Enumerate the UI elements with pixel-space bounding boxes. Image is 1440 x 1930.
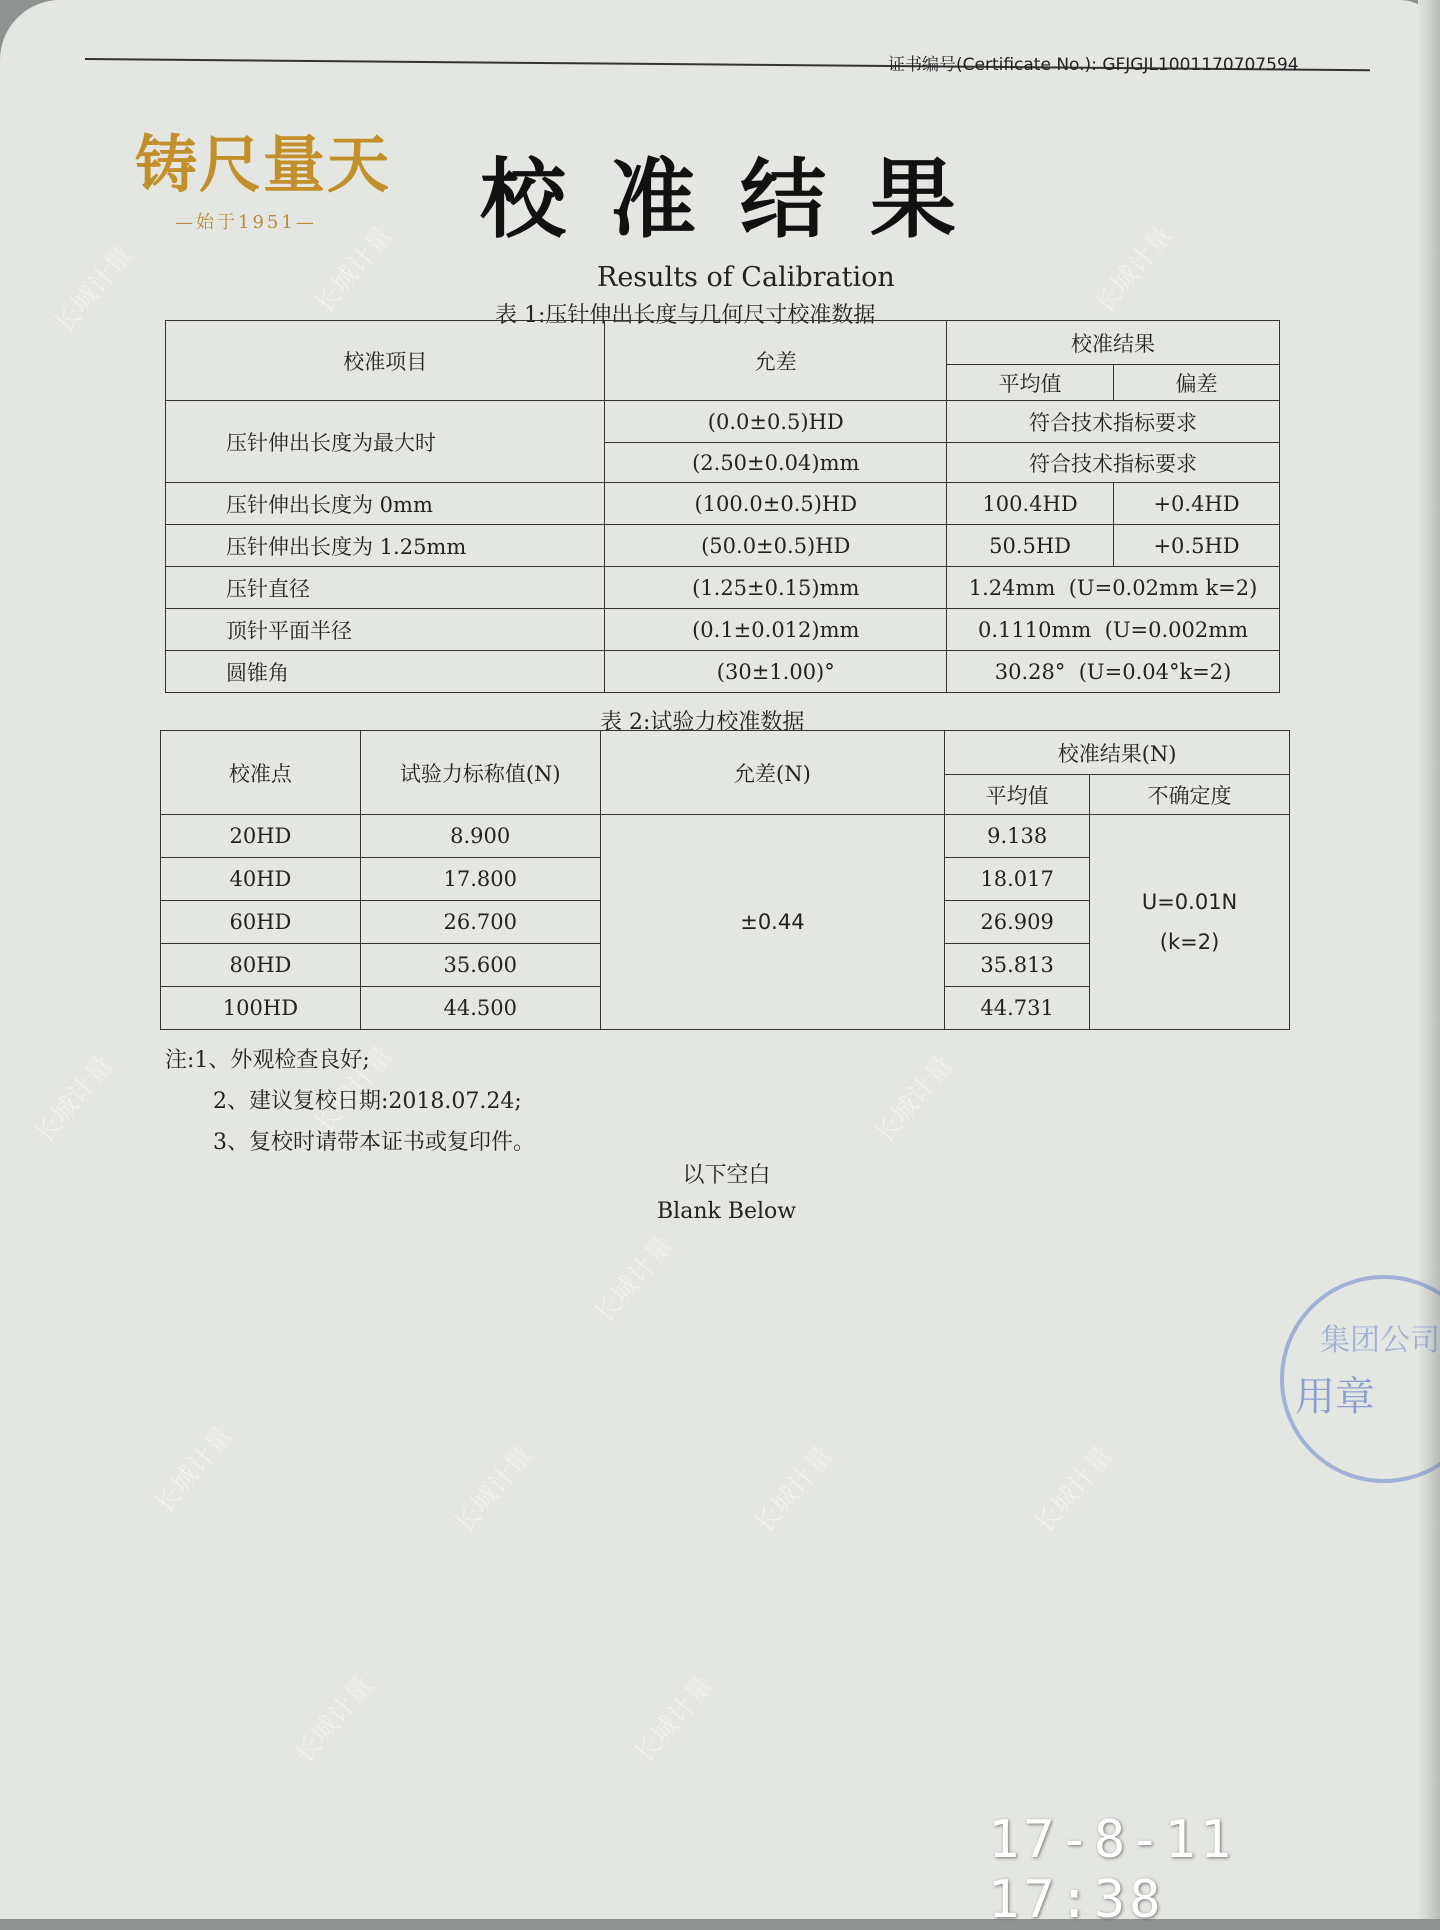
table2-cell-nominal: 17.800 [360,858,600,901]
table1-cell-deviation: +0.4HD [1114,483,1280,525]
logo-main-text: 铸尺量天 [135,128,392,201]
logo-sub-text: —始于1951— [175,212,317,233]
table2-cell-mean: 18.017 [945,858,1090,901]
table1-cell-item: 压针伸出长度为 0mm [166,483,605,525]
uncertainty-value: U=0.01N [1141,890,1238,914]
table1-cell-result [947,651,1280,693]
table2-cell-mean: 9.138 [945,815,1090,858]
table2-cell-tolerance: ±0.44 [600,815,945,1030]
certificate-value: GFJGJL1001170707594 [1102,55,1299,75]
table2-header-nominal: 试验力标称值(N) [360,731,600,815]
logo [135,115,391,234]
watermark: 长城计量 [749,1440,839,1540]
table1-cell-result [947,609,1280,651]
uncertainty-k: (k=2) [1159,930,1220,954]
table-row [166,483,1280,525]
table-row [161,815,1290,858]
table1-cell-mean: 0.1110mm [977,617,1092,642]
table1-cell-mean: 1.24mm [968,575,1056,600]
table2-cell-nominal: 35.600 [360,944,600,987]
table2-cell-nominal: 8.900 [360,815,600,858]
certificate-label: 证书编号(Certificate No.): [888,55,1097,75]
blank-below [657,1158,796,1230]
table1-cell-mean: 50.5HD [947,525,1114,567]
table1-cell-tolerance: (50.0±0.5)HD [605,525,947,567]
watermark: 长城计量 [49,240,139,340]
watermark: 长城计量 [309,1040,399,1140]
watermark: 长城计量 [29,1050,119,1150]
table-row [166,567,1280,609]
table1-cell-result: 符合技术指标要求 [947,401,1280,443]
watermark: 长城计量 [309,220,399,320]
table2-cell-mean: 44.731 [945,987,1090,1030]
stamp-arc-text: 集团公司 [1320,1323,1440,1358]
paper-edge [1418,0,1440,1919]
table1-header-mean: 平均值 [947,365,1114,401]
table2-header-result: 校准结果(N) [945,731,1290,775]
table1-cell-result: 符合技术指标要求 [947,443,1280,483]
table2-header-tolerance: 允差(N) [600,731,945,815]
table2-cell-point: 60HD [161,901,361,944]
table2-header-uncertainty: 不确定度 [1090,775,1290,815]
watermark: 长城计量 [149,1420,239,1520]
table-row [166,651,1280,693]
table2-cell-point: 100HD [161,987,361,1030]
table1-header-deviation: 偏差 [1114,365,1280,401]
certificate-number [888,50,1299,75]
table1-cell-mean: 30.28° [994,659,1066,684]
table2-cell-point: 40HD [161,858,361,901]
note-3: 3、复校时请带本证书或复印件。 [213,1130,535,1155]
table2-cell-mean: 26.909 [945,901,1090,944]
table-row [166,609,1280,651]
table2-cell-point: 20HD [161,815,361,858]
stamp-text: 用章 [1295,1374,1375,1420]
table1-cell-tolerance: (100.0±0.5)HD [605,483,947,525]
watermark: 长城计量 [1029,1440,1119,1540]
table1-cell-item: 圆锥角 [166,651,605,693]
watermark: 长城计量 [589,1230,679,1330]
watermark: 长城计量 [869,1050,959,1150]
table-row [166,525,1280,567]
note-2: 2、建议复校日期:2018.07.24; [213,1089,522,1114]
table1-cell-item: 压针直径 [166,567,605,609]
table1-cell-item: 顶针平面半径 [166,609,605,651]
table1-cell-tolerance: (1.25±0.15)mm [605,567,947,609]
table1-cell-tolerance: (0.1±0.012)mm [605,609,947,651]
photo-timestamp: 17-8-11 17:38 [988,1810,1236,1930]
table2-caption: 表 2:试验力校准数据 [600,710,805,735]
table1-cell-deviation: +0.5HD [1114,525,1280,567]
note-1: 注:1、外观检查良好; [165,1048,370,1073]
notes [165,1040,535,1163]
blank-below-en: Blank Below [657,1199,797,1224]
table2-cell-mean: 35.813 [945,944,1090,987]
table1-cell-uncertainty: (U=0.02mm k=2) [1068,575,1258,600]
watermark: 长城计量 [449,1440,539,1540]
table1-header-tolerance: 允差 [605,321,947,401]
table1-cell-uncertainty: (U=0.04°k=2) [1078,659,1232,684]
watermark: 长城计量 [1089,220,1179,320]
table2-header-mean: 平均值 [945,775,1090,815]
table2 [160,730,1290,1030]
watermark: 长城计量 [629,1670,719,1770]
table1-cell-result [947,567,1280,609]
table2-cell-point: 80HD [161,944,361,987]
table2-header-point: 校准点 [161,731,361,815]
blank-below-cn: 以下空白 [682,1163,771,1188]
table1-header-result: 校准结果 [947,321,1280,365]
table-row [166,401,1280,443]
watermark: 长城计量 [289,1670,379,1770]
page-subtitle: Results of Calibration [597,262,895,293]
table1-cell-item: 压针伸出长度为 1.25mm [166,525,605,567]
page-title: 校准结果 [480,150,1000,250]
table2-cell-nominal: 44.500 [360,987,600,1030]
table1 [165,320,1280,693]
table1-cell-mean: 100.4HD [947,483,1114,525]
table1-cell-item: 压针伸出长度为最大时 [166,401,605,483]
table1-header-item: 校准项目 [166,321,605,401]
table1-cell-tolerance: (0.0±0.5)HD [605,401,947,443]
table2-cell-nominal: 26.700 [360,901,600,944]
table1-caption: 表 1:压针伸出长度与几何尺寸校准数据 [495,303,876,328]
table2-cell-uncertainty [1090,815,1290,1030]
table1-cell-uncertainty: (U=0.002mm [1104,617,1249,642]
table1-cell-tolerance: (30±1.00)° [605,651,947,693]
table1-cell-tolerance: (2.50±0.04)mm [605,443,947,483]
